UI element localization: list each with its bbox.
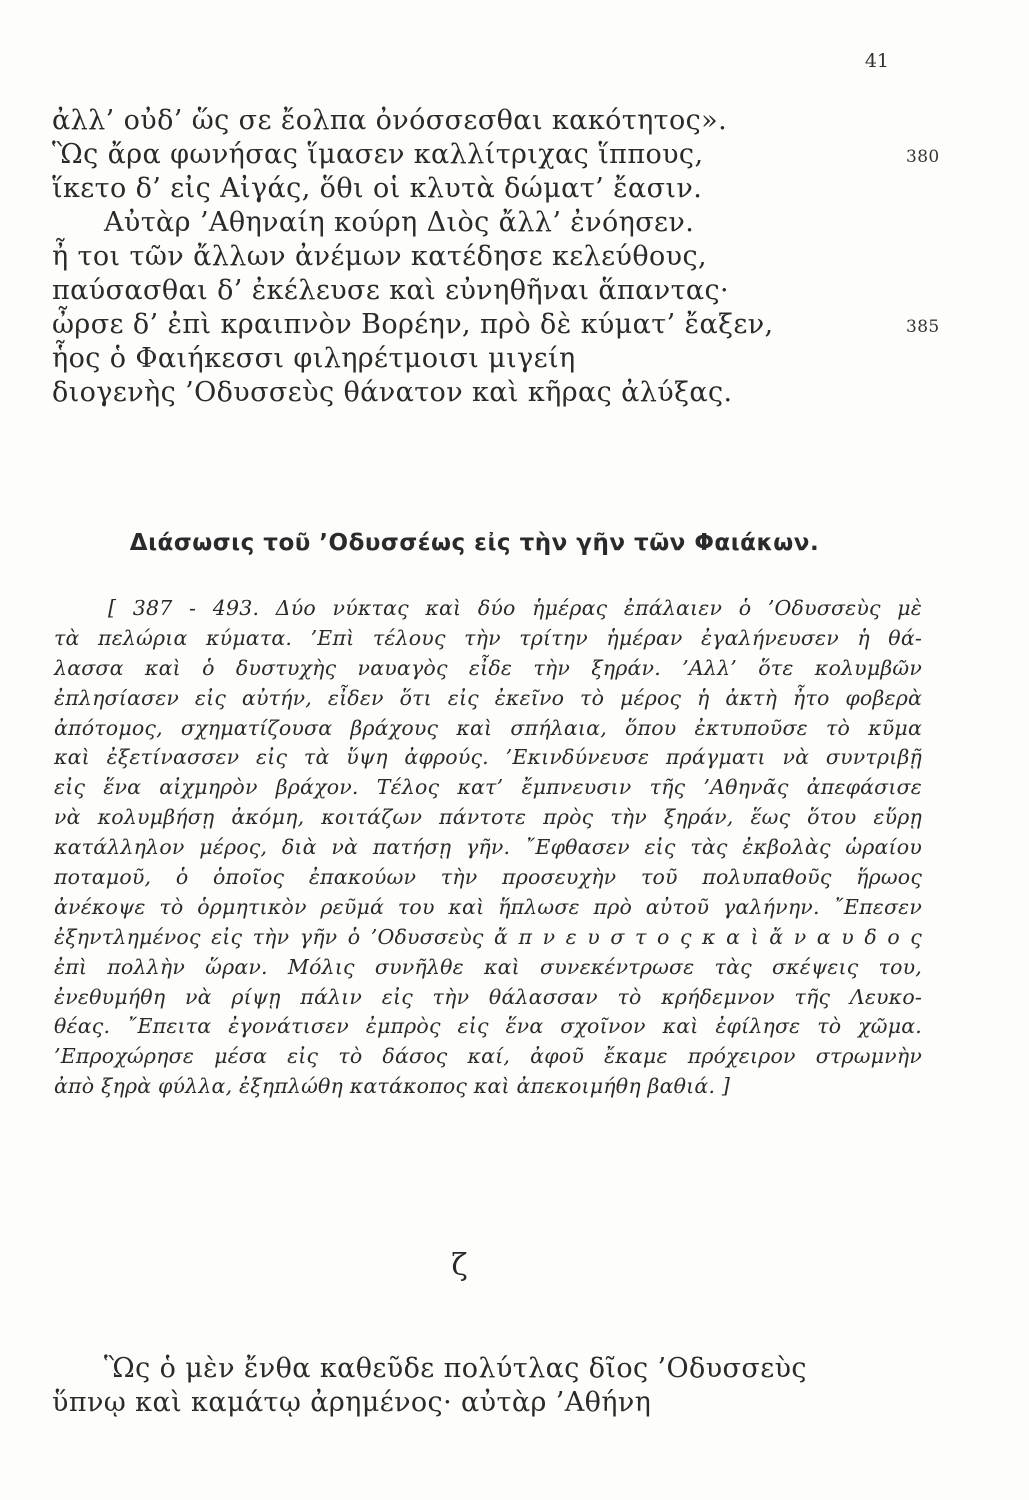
verse-text: ἦ τοι τῶν ἄλλων ἀνέμων κατέδησε κελεύθους,: [52, 241, 708, 272]
summary-line: λασσα καὶ ὁ δυστυχὴς ναυαγὸς εἶδε τὴν ξηράν. ’Αλλ’ ὅτε κολυμβῶν: [54, 655, 922, 680]
book-letter-text: ζ: [451, 1248, 468, 1283]
summary-paragraph: [54, 594, 922, 1102]
verse-text: διογενὴς ’Οδυσσεὺς θάνατον καὶ κῆρας ἀλύξας.: [52, 377, 733, 408]
summary-line: τὰ πελώρια κύματα. ’Επὶ τέλους τὴν τρίτην ἡμέραν ἐγαλήνευσεν ἡ θά-: [54, 625, 922, 650]
summary-line: ἀνέκοψε τὸ ὁρμητικὸν ρεῦμά του καὶ ἥπλωσε πρὸ αὐτοῦ γαλήνην. ῎Επεσεν: [54, 894, 922, 919]
summary-line: κατάλληλον μέρος, διὰ νὰ πατήσῃ γῆν. ῎Εφθασεν εἰς τὰς ἐκβολὰς ὡραίου: [54, 835, 922, 860]
summary-line: εἰς ἕνα αἰχμηρὸν βράχον. Τέλος κατ’ ἔμπνευσιν τῆς ’Αθηνᾶς ἀπεφάσισε: [54, 775, 922, 800]
verse-text: ὦρσε δ’ ἐπὶ κραιπνὸν Βορέην, πρὸ δὲ κύματ’ ἔαξεν,: [52, 309, 774, 340]
verse-line: [52, 376, 922, 410]
summary-line: θέας. ῎Επειτα ἐγονάτισεν ἐμπρὸς εἰς ἕνα σχοῖνον καὶ ἐφίλησε τὸ χῶμα.: [54, 1014, 922, 1039]
book-letter: [0, 1248, 1029, 1283]
verse-text: ἵκετο δ’ εἰς Αἰγάς, ὅθι οἱ κλυτὰ δώματ’ ἔασιν.: [52, 173, 703, 204]
summary-line: ἐνεθυμήθη νὰ ρίψῃ πάλιν εἰς τὴν θάλασσαν τὸ κρήδεμνον τῆς Λευκο-: [54, 984, 922, 1009]
verse-text: ἀλλ’ οὐδ’ ὥς σε ἔολπα ὀνόσσεσθαι κακότητος».: [52, 105, 728, 136]
verse-line: ὕπνῳ καὶ καμάτῳ ἀρημένος· αὐτὰρ ’Αθήνη: [52, 1387, 652, 1418]
verse-line: Ὣς ὁ μὲν ἔνθα καθεῦδε πολύτλας δῖος ’Οδυσσεὺς: [104, 1353, 807, 1384]
line-number: 385: [906, 317, 940, 337]
verse-text: Ὣς ἄρα φωνήσας ἵμασεν καλλίτριχας ἵππους,: [52, 139, 704, 170]
verse-line: [52, 274, 922, 308]
page-number: 41: [864, 50, 889, 72]
verse-line: [52, 138, 940, 172]
summary-line: [ 387 - 493. Δύο νύκτας καὶ δύο ἡμέρας ἐπάλαιεν ὁ ’Οδυσσεὺς μὲ: [108, 596, 922, 620]
summary-line: ἀπότομος, σχηματίζουσα βράχους καὶ σπήλαια, ὅπου ἐκτυποῦσε τὸ κῦμα: [54, 715, 922, 740]
verse-line: [52, 172, 922, 206]
summary-line: ἀπὸ ξηρὰ φύλλα, ἐξηπλώθη κατάκοπος καὶ ἀπεκοιμήθη βαθιά. ]: [54, 1074, 731, 1099]
summary-line: καὶ ἐξετίνασσεν εἰς τὰ ὕψη ἀφρούς. ’Εκινδύνευσε πράγματι νὰ συντριβῇ: [54, 745, 922, 770]
summary-line: ἐπλησίασεν εἰς αὐτήν, εἶδεν ὅτι εἰς ἐκεῖνο τὸ μέρος ἡ ἀκτὴ ἦτο φοβερὰ: [54, 685, 922, 710]
summary-line: ποταμοῦ, ὁ ὁποῖος ἐπακούων τὴν προσευχὴν τοῦ πολυπαθοῦς ἥρωος: [54, 865, 922, 890]
verse-line: [52, 240, 922, 274]
section-heading-text: Διάσωσις τοῦ ’Οδυσσέως εἰς τὴν γῆν τῶν Φαιάκων.: [129, 530, 820, 556]
verse-block-top: [52, 104, 940, 410]
verse-text: παύσασθαι δ’ ἐκέλευσε καὶ εὐνηθῆναι ἅπαντας·: [52, 275, 730, 306]
verse-line: [52, 308, 940, 342]
summary-line: νὰ κολυμβήσῃ ἀκόμη, κοιτάζων πάντοτε πρὸς τὴν ξηράν, ἕως ὅτου εὕρῃ: [54, 805, 922, 830]
verse-line: [52, 104, 922, 138]
summary-line: ’Επροχώρησε μέσα εἰς τὸ δάσος καί, ἀφοῦ ἔκαμε πρόχειρον στρωμνὴν: [54, 1044, 922, 1069]
summary-line: ἐξηντλημένος εἰς τὴν γῆν ὁ ’Οδυσσεὺς ἄ π ν ε υ σ τ ο ς κ α ὶ ἄ ν α υ δ ο ς: [54, 924, 922, 949]
line-number: 380: [906, 147, 940, 167]
verse-text: Αὐτὰρ ’Αθηναίη κούρη Διὸς ἄλλ’ ἐνόησεν.: [104, 207, 695, 238]
verse-line: [52, 206, 922, 240]
verse-text: ἧος ὁ Φαιήκεσσι φιληρέτμοισι μιγείη: [52, 343, 576, 374]
section-heading: [0, 530, 1029, 556]
verse-block-bottom: [52, 1352, 924, 1420]
summary-line: ἐπὶ πολλὴν ὥραν. Μόλις συνῆλθε καὶ συνεκέντρωσε τὰς σκέψεις του,: [54, 954, 922, 979]
verse-line: [52, 342, 922, 376]
